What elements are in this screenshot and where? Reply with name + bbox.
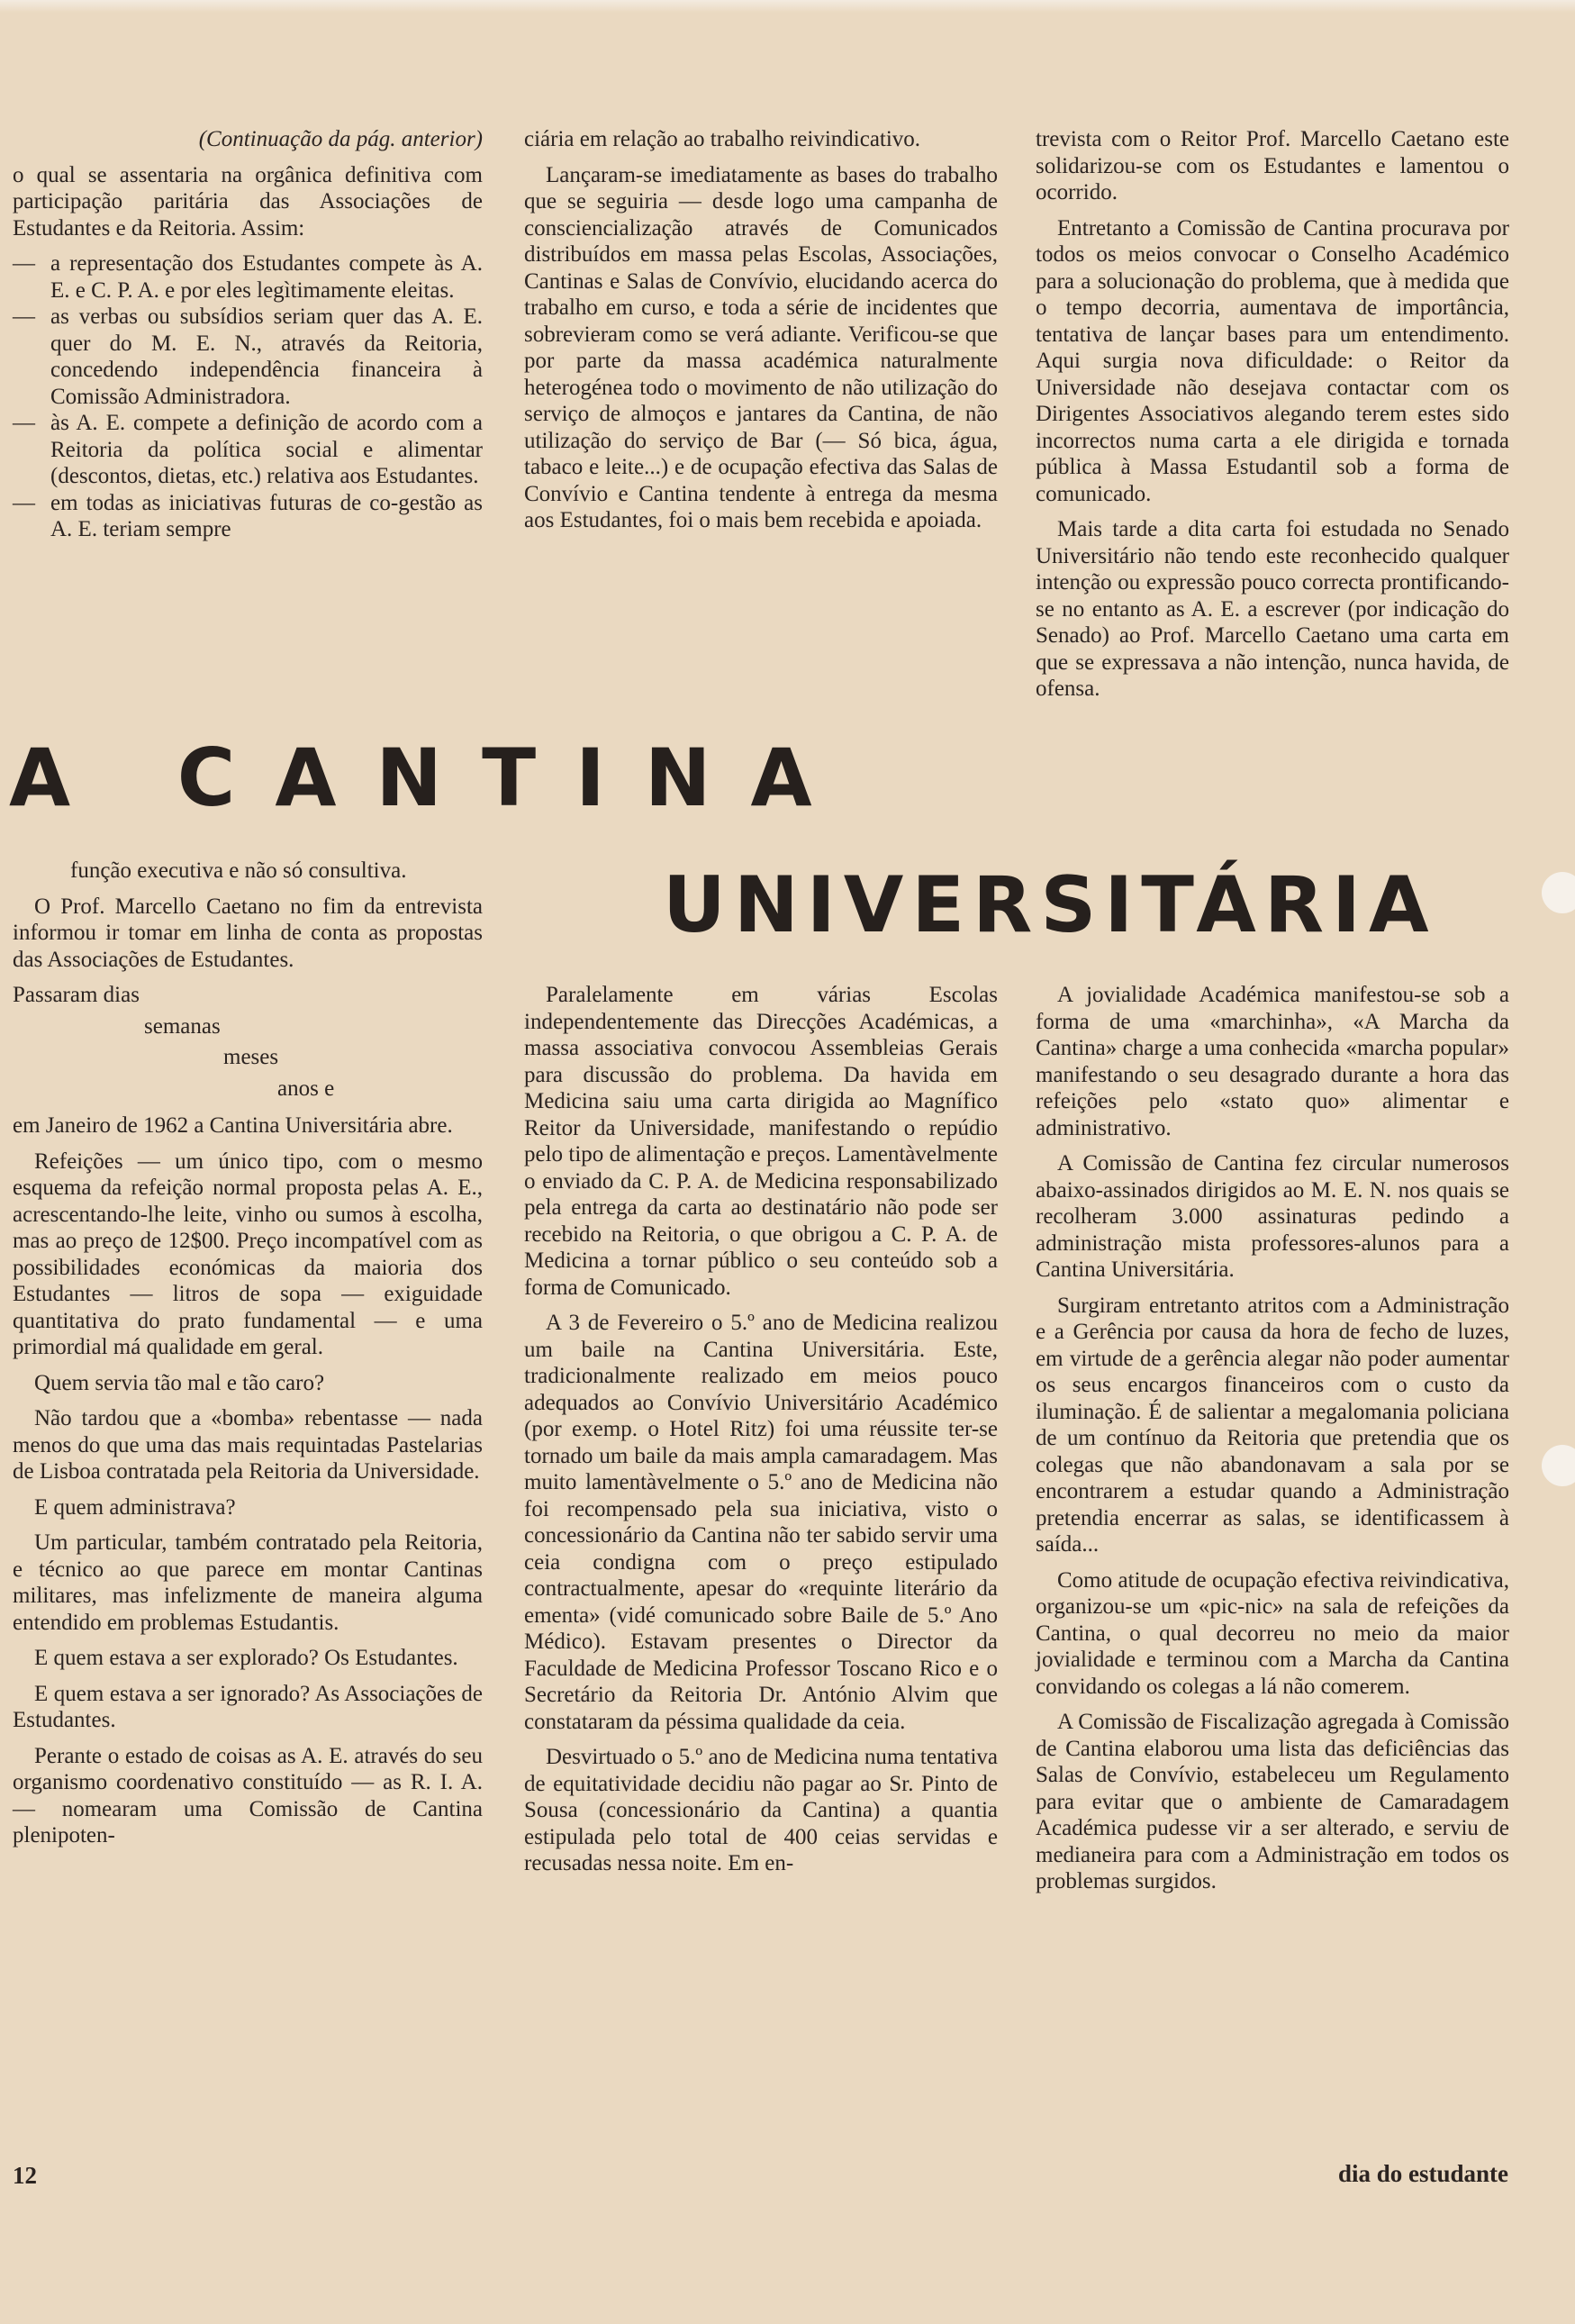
torn-top-edge xyxy=(0,0,1575,13)
paragraph: A Comissão de Cantina fez circular numerosos abaixo-assinados dirigidos ao M. E. N. nos quais se recolheram 3.000 assinaturas pedindo a administração mista professores-alunos para a Cantina Universitária. xyxy=(1036,1151,1509,1282)
paragraph: Mais tarde a dita carta foi estudada no Senado Universitário não tendo este reconhecido qualquer intenção ou expressão pouco correcta prontificando-se no entanto as A. E. a escrever (por indicação do Senado) ao Prof. Marcello Caetano uma carta em que se expressava a não intenção, nunca havida, de ofensa. xyxy=(1036,517,1509,701)
stair-line: anos e xyxy=(277,1076,335,1101)
paragraph: função executiva e não só consultiva. xyxy=(70,858,407,883)
column-1-top xyxy=(13,126,483,543)
paragraph: Quem servia tão mal e tão caro? xyxy=(34,1370,325,1395)
paragraph: Desvirtuado o 5.º ano de Medicina numa tentativa de equitatividade decidiu não pagar ao Sr. Pinto de Sousa (concessionário da Cantina) a quantia estipulada pelo total de 400 ceias servidas e recusadas nessa noite. Em en- xyxy=(524,1745,998,1875)
paragraph: Como atitude de ocupação efectiva reivindicativa, organizou-se um «pic-nic» na sala de refeições da Cantina, o qual decorreu no meio da maior jovialidade e terminou com a Marcha da Cantina convidando os colegas a lá não comerem. xyxy=(1036,1567,1509,1699)
column-2-top xyxy=(524,126,998,543)
paragraph: em Janeiro de 1962 a Cantina Universitária abre. xyxy=(13,1113,453,1138)
list-item: — as verbas ou subsídios seriam quer das A. E. quer do M. E. N., através da Reitoria, concedendo independência financeira à Comissão Administradora. xyxy=(13,304,483,409)
continuation-note: (Continuação da pág. anterior) xyxy=(198,127,483,151)
column-2-bottom xyxy=(524,982,998,1886)
paragraph: Refeições — um único tipo, com o mesmo esquema da refeição normal proposta pelas A. E., acrescentando-lhe leite, vinho ou sumos à escolha, mas ao preço de 12$00. Preço incompatível com as possibilidades económicas da maioria dos Estudantes — litros de sopa — exiguidade quantitativa do prato fundamental — e uma primordial má qualidade em geral. xyxy=(13,1148,483,1359)
column-3-top xyxy=(1036,126,1509,712)
paragraph: Entretanto a Comissão de Cantina procurava por todos os meios convocar o Conselho Académico para a solucionação do problema, que à medida que o tempo decorria, aumentava de importância, tentativa de lançar bases para um entendimento. Aqui surgia nova dificuldade: o Reitor da Universidade não desejava contactar com os Dirigentes Associativos alegando terem estes sido incorrectos numa carta a ele dirigida e tornada pública à Massa Estudantil sob a forma de comunicado. xyxy=(1036,215,1509,506)
paragraph: ciária em relação ao trabalho reivindicativo. xyxy=(524,127,921,151)
paragraph: A Comissão de Fiscalização agregada à Comissão de Cantina elaborou uma lista das deficiências das Salas de Convívio, estabeleceu um Regulamento para evitar que o ambiente de Camaradagem Académica pudesse vir a ser alterado, e serviu de medianeira para com a Administração em todos os problemas surgidos. xyxy=(1036,1710,1509,1893)
punch-hole xyxy=(1542,1445,1575,1486)
stair-line: meses xyxy=(223,1045,279,1069)
list-item: — às A. E. compete a definição de acordo com a Reitoria da política social e alimentar (descontos, dietas, etc.) relativa aos Estudantes. xyxy=(13,411,483,488)
paragraph: E quem estava a ser ignorado? As Associações de Estudantes. xyxy=(13,1681,483,1732)
paragraph: trevista com o Reitor Prof. Marcello Caetano este solidarizou-se com os Estudantes e lamentou o ocorrido. xyxy=(1036,127,1509,204)
paragraph: Lançaram-se imediatamente as bases do trabalho que se seguiria — desde logo uma campanha de consciencialização através de Comunicados distribuídos em massa pelas Escolas, Associações, Cantinas e Salas de Convívio, elucidando acerca do trabalho em curso, e toda a série de incidentes que sobrevieram como se verá adiante. Verificou-se que por parte da massa académica naturalmente heterogénea todo o movimento de não utilização do serviço de almoços e jantares da Cantina, de não utilização do serviço de Bar (— Só bica, água, tabaco e leite...) e de ocupação efectiva das Salas de Convívio e Cantina tendente à entrega da mesma aos Estudantes, foi o mais bem recebida e apoiada. xyxy=(524,162,998,532)
paragraph: O Prof. Marcello Caetano no fim da entrevista informou ir tomar em linha de conta as propostas das Associações de Estudantes. xyxy=(13,894,483,972)
paragraph: Surgiram entretanto atritos com a Administração e a Gerência por causa da hora de fecho de luzes, em virtude de a gerência alegar não poder aumentar os seus encargos financeiros com o custo da iluminação. É de salientar a megalomania policiana de um contínuo da Reitoria que pretendia que os colegas que não abandonavam a sala por se encontrarem a estudar quando a Administração pretendia encerrar as salas, se identificassem à saída... xyxy=(1036,1293,1509,1557)
headline-line-2: UNIVERSITÁRIA xyxy=(663,860,1437,950)
dash-list xyxy=(13,250,483,543)
paragraph: Não tardou que a «bomba» rebentasse — nada menos do que uma das mais requintadas Pastelarias de Lisboa contratada pela Reitoria da Universidade. xyxy=(13,1406,483,1484)
stair-line: Passaram dias xyxy=(13,983,140,1007)
column-1-bottom xyxy=(13,858,483,1858)
publication-name: dia do estudante xyxy=(1337,2160,1508,2187)
paragraph: Paralelamente em várias Escolas independentemente das Direcções Académicas, a massa associativa convocou Assembleias Gerais para discussão do problema. Da havida em Medicina saiu uma carta dirigida ao Magnífico Reitor da Universidade, manifestando o repúdio pelo tipo de alimentação e preços. Lamentàvelmente o enviado da C. P. A. de Medicina responsabilizado pela entrega da carta ao destinatário não pode ser recebido na Reitoria, o que obrigou a C. P. A. de Medicina a tornar público o seu conteúdo sob a forma de Comunicado. xyxy=(524,983,998,1300)
paragraph: o qual se assentaria na orgânica definitiva com participação paritária das Associações de Estudantes e da Reitoria. Assim: xyxy=(13,162,483,241)
headline-line-1: A CANTINA xyxy=(9,731,852,824)
page-number: 12 xyxy=(13,2162,37,2189)
paragraph: A 3 de Fevereiro o 5.º ano de Medicina realizou um baile na Cantina Universitária. Este, tradicionalmente realizado em meios pouco adequados ao Convívio Universitário Académico (por exemp. o Hotel Ritz) foi uma réussite ter-se tornado um baile da mais ampla camaradagem. Mas muito lamentàvelmente o 5.º ano de Medicina não foi recompensado pela sua iniciativa, visto o concessionário da Cantina não ter sabido servir uma ceia condigna com o preço estipulado contractualmente, apesar do «requinte literário da ementa» (vidé comunicado sobre Baile de 5.º Ano Médico). Estavam presentes o Director da Faculdade de Medicina Professor Toscano Rico e o Secretário da Reitoria Dr. António Alvim que constataram da péssima qualidade da ceia. xyxy=(524,1311,998,1734)
staircase-text xyxy=(13,982,483,1102)
paragraph: Perante o estado de coisas as A. E. através do seu organismo coordenativo constituído — as R. I. A. — nomearam uma Comissão de Cantina plenipoten- xyxy=(13,1743,483,1847)
stair-line: semanas xyxy=(144,1013,221,1039)
paragraph: E quem estava a ser explorado? Os Estudantes. xyxy=(34,1646,458,1670)
paragraph: Um particular, também contratado pela Reitoria, e técnico ao que parece em montar Cantinas militares, mas infelizmente de maneira alguma entendido em problemas Estudantis. xyxy=(13,1530,483,1635)
punch-hole xyxy=(1542,872,1575,913)
list-item: — em todas as iniciativas futuras de co-gestão as A. E. teriam sempre xyxy=(13,490,483,541)
paragraph: E quem administrava? xyxy=(34,1494,236,1520)
paragraph: A jovialidade Académica manifestou-se sob a forma de uma «marchinha», «A Marcha da Cantina» charge a uma conhecida «marcha popular» manifestando o seu desagrado durante a hora das refeições pelo «stato quo» alimentar e administrativo. xyxy=(1036,983,1509,1140)
column-3-bottom xyxy=(1036,982,1509,1904)
list-item: — a representação dos Estudantes compete às A. E. e C. P. A. e por eles legìtimamente eleitas. xyxy=(13,251,483,303)
